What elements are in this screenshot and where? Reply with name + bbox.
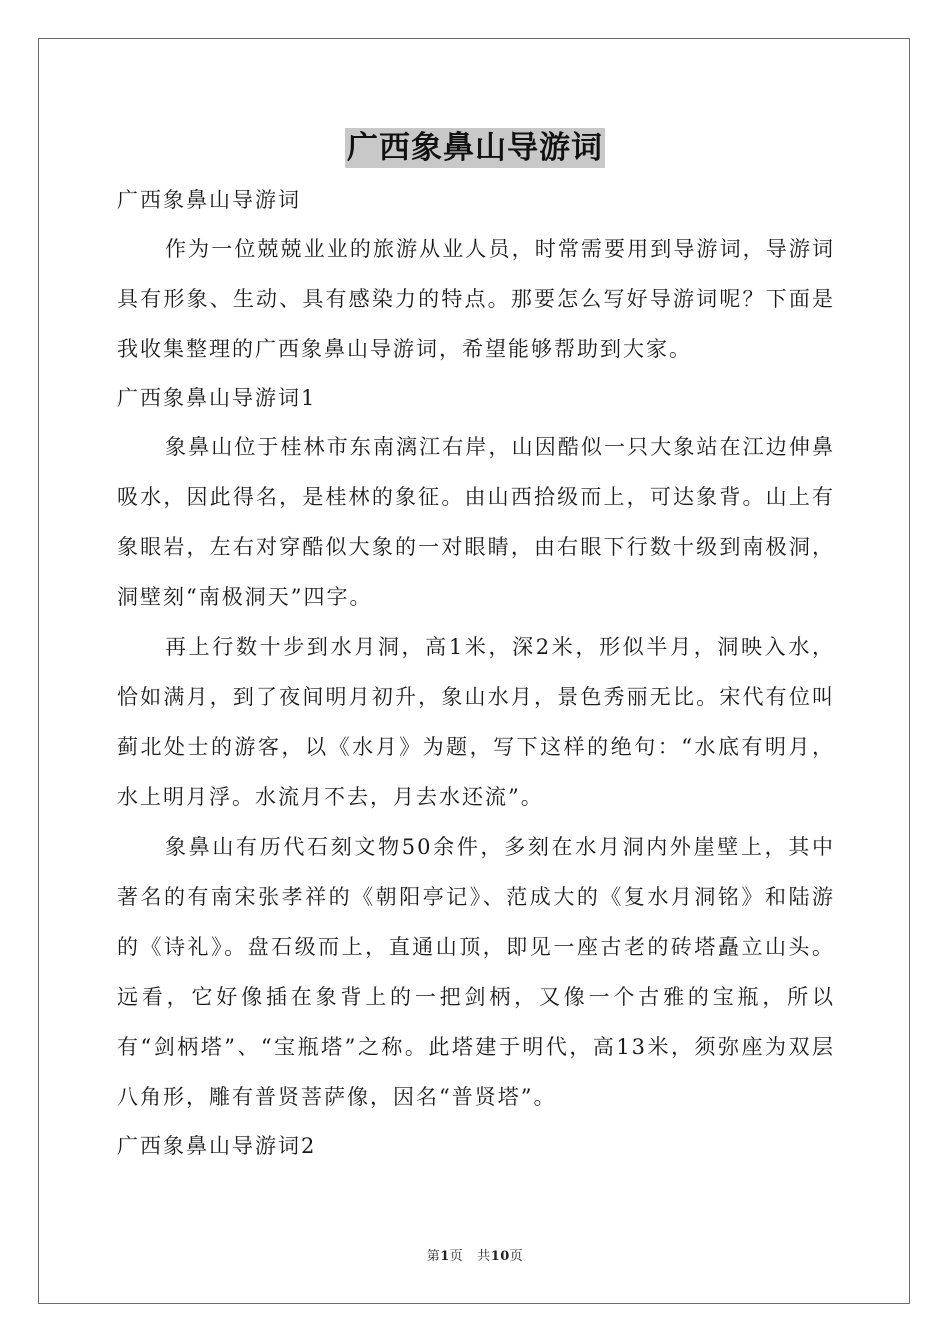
total-prefix: 共 (477, 1249, 491, 1264)
page-suffix: 页 (449, 1249, 464, 1264)
section-heading: 广西象鼻山导游词 (117, 188, 301, 212)
page-number: 1 (440, 1249, 450, 1264)
paragraph: 再上行数十步到水月洞，高1米，深2米，形似半月，洞映入水，恰如满月，到了夜间明月初升，象山水月，景色秀丽无比。宋代有位叫蓟北处士的游客，以《水月》为题，写下这样的绝句：“水底有明月，水上明月浮。水流月不去，月去水还流”。 (117, 635, 835, 809)
paragraph: 作为一位兢兢业业的旅游从业人员，时常需要用到导游词，导游词具有形象、生动、具有感染力的特点。那要怎么写好导游词呢？下面是我收集整理的广西象鼻山导游词，希望能够帮助到大家。 (117, 237, 835, 361)
total-suffix: 页 (509, 1249, 524, 1264)
title-wrap (0, 128, 950, 168)
document-title: 广西象鼻山导游词 (347, 130, 603, 166)
paragraph: 象鼻山位于桂林市东南漓江右岸，山因酷似一只大象站在江边伸鼻吸水，因此得名，是桂林的象征。由山西拾级而上，可达象背。山上有象眼岩，左右对穿酷似大象的一对眼睛，由右眼下行数十级到南极洞，洞壁刻“南极洞天”四字。 (117, 435, 835, 609)
page-prefix: 第 (426, 1249, 441, 1264)
section-heading: 广西象鼻山导游词2 (117, 1134, 317, 1158)
paragraph: 象鼻山有历代石刻文物50余件，多刻在水月洞内外崖壁上，其中著名的有南宋张孝祥的《朝阳亭记》、范成大的《复水月洞铭》和陆游的《诗礼》。盘石级而上，直通山顶，即见一座古老的砖塔矗立山头。远看，它好像插在象背上的一把剑柄，又像一个古雅的宝瓶，所以有“剑柄塔”、“宝瓶塔”之称。此塔建于明代，高13米，须弥座为双层八角形，雕有普贤菩萨像，因名“普贤塔”。 (117, 835, 835, 1109)
section-heading: 广西象鼻山导游词1 (117, 386, 317, 410)
document-body (117, 176, 835, 1170)
page-footer (0, 1245, 950, 1264)
total-pages: 10 (490, 1249, 510, 1264)
